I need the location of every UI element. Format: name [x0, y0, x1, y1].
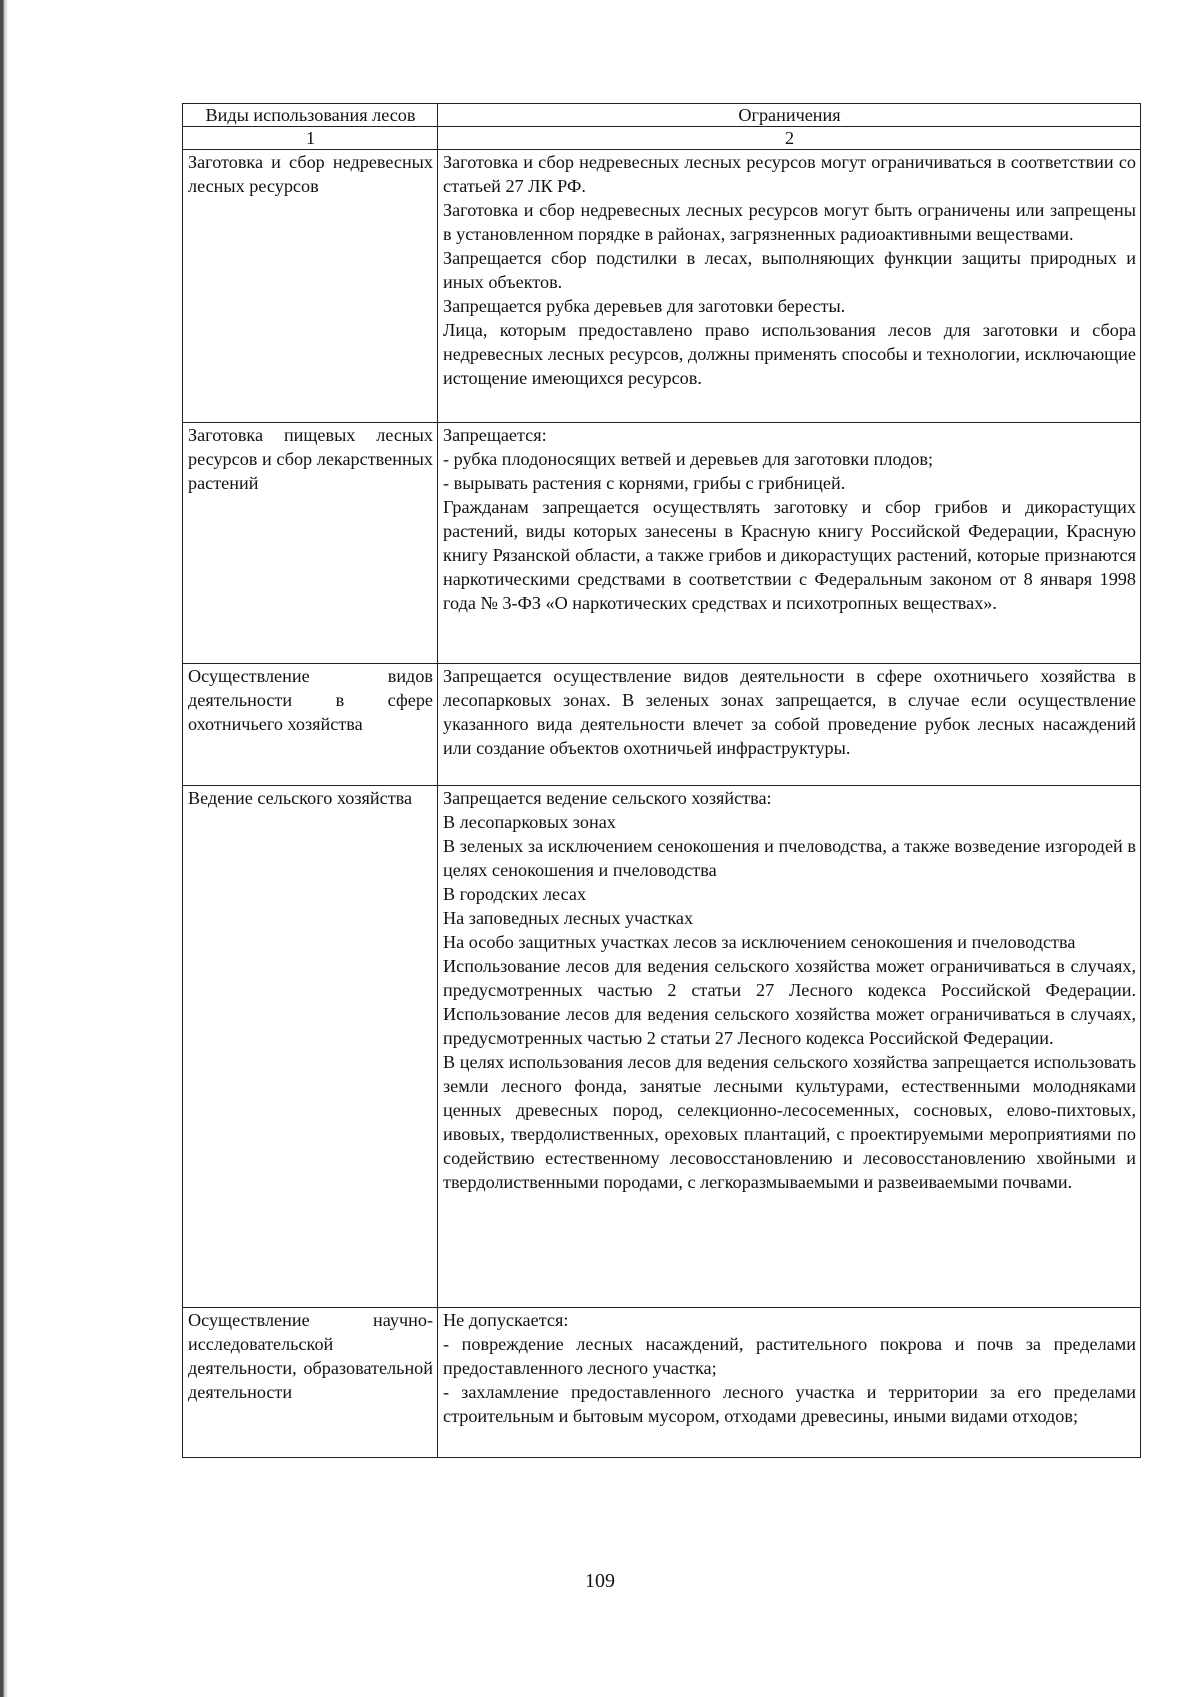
- restriction-paragraph: Не допускается:: [443, 1310, 569, 1330]
- column-header-restrictions: Ограничения: [438, 104, 1141, 127]
- forest-use-type-cell: Осуществление научно-исследовательской деятельности, образовательной деятельности: [183, 1308, 438, 1458]
- table-row: [183, 423, 1141, 664]
- restriction-paragraph: - повреждение лесных насаждений, растительного покрова и почв за пределами предоставленного лесного участка;: [443, 1334, 1136, 1378]
- restriction-paragraph: Лица, которым предоставлено право использования лесов для заготовки и сбора недревесных лесных ресурсов, должны применять способы и технологии, исключающие истощение имеющихся ресурсов.: [443, 320, 1136, 388]
- restrictions-cell: [438, 1308, 1141, 1458]
- restriction-paragraph: - рубка плодоносящих ветвей и деревьев для заготовки плодов;: [443, 449, 933, 469]
- restrictions-cell: [438, 664, 1141, 786]
- restriction-paragraph: Гражданам запрещается осуществлять заготовку и сбор грибов и дикорастущих растений, виды которых занесены в Красную книгу Российской Федерации, Красную книгу Рязанской области, а также грибов и дикорастущих растений, которые признаются наркотическими средствами в соответствии с Федеральным законом от 8 января 1998 года № 3-ФЗ «О наркотических средствах и психотропных веществах».: [443, 497, 1136, 613]
- forest-use-type-cell: Осуществление видов деятельности в сфере охотничьего хозяйства: [183, 664, 438, 786]
- column-header-forest-use-types: Виды использования лесов: [183, 104, 438, 127]
- forest-use-restrictions-table: [182, 103, 1141, 1458]
- restriction-paragraph: На заповедных лесных участках: [443, 908, 694, 928]
- column-number-row: [183, 127, 1141, 150]
- restriction-paragraph: В целях использования лесов для ведения сельского хозяйства запрещается использовать земли лесного фонда, занятые лесными культурами, естественными молодняками ценных древесных пород, селекционно-лесосеменных, сосновых, елово-пихтовых, ивовых, твердолиственных, ореховых плантаций, с проектируемыми мероприятиями по содействию естественному лесовосстановлению и лесовосстановлению хвойными и твердолиственными породами, с легкоразмываемыми и развеиваемыми почвами.: [443, 1052, 1136, 1192]
- column-number-1: 1: [183, 127, 438, 150]
- table-row: [183, 786, 1141, 1308]
- restriction-paragraph: На особо защитных участках лесов за исключением сенокошения и пчеловодства: [443, 932, 1076, 952]
- restriction-paragraph: Заготовка и сбор недревесных лесных ресурсов могут быть ограничены или запрещены в установленном порядке в районах, загрязненных радиоактивными веществами.: [443, 200, 1136, 244]
- restriction-paragraph: В зеленых за исключением сенокошения и пчеловодства, а также возведение изгородей в целях сенокошения и пчеловодства: [443, 836, 1136, 880]
- restriction-paragraph: Запрещается ведение сельского хозяйства:: [443, 788, 772, 808]
- restrictions-cell: [438, 150, 1141, 423]
- page-number: 109: [585, 1570, 615, 1592]
- restriction-paragraph: В городских лесах: [443, 884, 587, 904]
- forest-use-type-cell: Ведение сельского хозяйства: [183, 786, 438, 1308]
- table-row: [183, 1308, 1141, 1458]
- table-row: [183, 150, 1141, 423]
- header-row: [183, 104, 1141, 127]
- restrictions-cell: [438, 423, 1141, 664]
- restrictions-cell: [438, 786, 1141, 1308]
- restriction-paragraph: Запрещается рубка деревьев для заготовки бересты.: [443, 296, 846, 316]
- restriction-paragraph: Запрещается осуществление видов деятельности в сфере охотничьего хозяйства в лесопарковых зонах. В зеленых зонах запрещается, в случае если осуществление указанного вида деятельности влечет за собой проведение рубок лесных насаждений или создание объектов охотничьей инфраструктуры.: [443, 666, 1136, 758]
- restriction-paragraph: В лесопарковых зонах: [443, 812, 616, 832]
- restriction-paragraph: - вырывать растения с корнями, грибы с грибницей.: [443, 473, 846, 493]
- forest-use-type-cell: Заготовка и сбор недревесных лесных ресурсов: [183, 150, 438, 423]
- restriction-paragraph: - захламление предоставленного лесного участка и территории за его пределами строительным и бытовым мусором, отходами древесины, иными видами отходов;: [443, 1382, 1136, 1426]
- restriction-paragraph: Запрещается:: [443, 425, 547, 445]
- restriction-paragraph: Запрещается сбор подстилки в лесах, выполняющих функции защиты природных и иных объектов.: [443, 248, 1136, 292]
- table-row: [183, 664, 1141, 786]
- forest-use-type-cell: Заготовка пищевых лесных ресурсов и сбор лекарственных растений: [183, 423, 438, 664]
- scan-left-edge: [0, 0, 10, 1697]
- restriction-paragraph: Заготовка и сбор недревесных лесных ресурсов могут ограничиваться в соответствии со статьей 27 ЛК РФ.: [443, 152, 1136, 196]
- column-number-2: 2: [438, 127, 1141, 150]
- restriction-paragraph: Использование лесов для ведения сельского хозяйства может ограничиваться в случаях, предусмотренных частью 2 статьи 27 Лесного кодекса Российской Федерации. Использование лесов для ведения сельского хозяйства может ограничиваться в случаях, предусмотренных частью 2 статьи 27 Лесного кодекса Российской Федерации.: [443, 956, 1136, 1048]
